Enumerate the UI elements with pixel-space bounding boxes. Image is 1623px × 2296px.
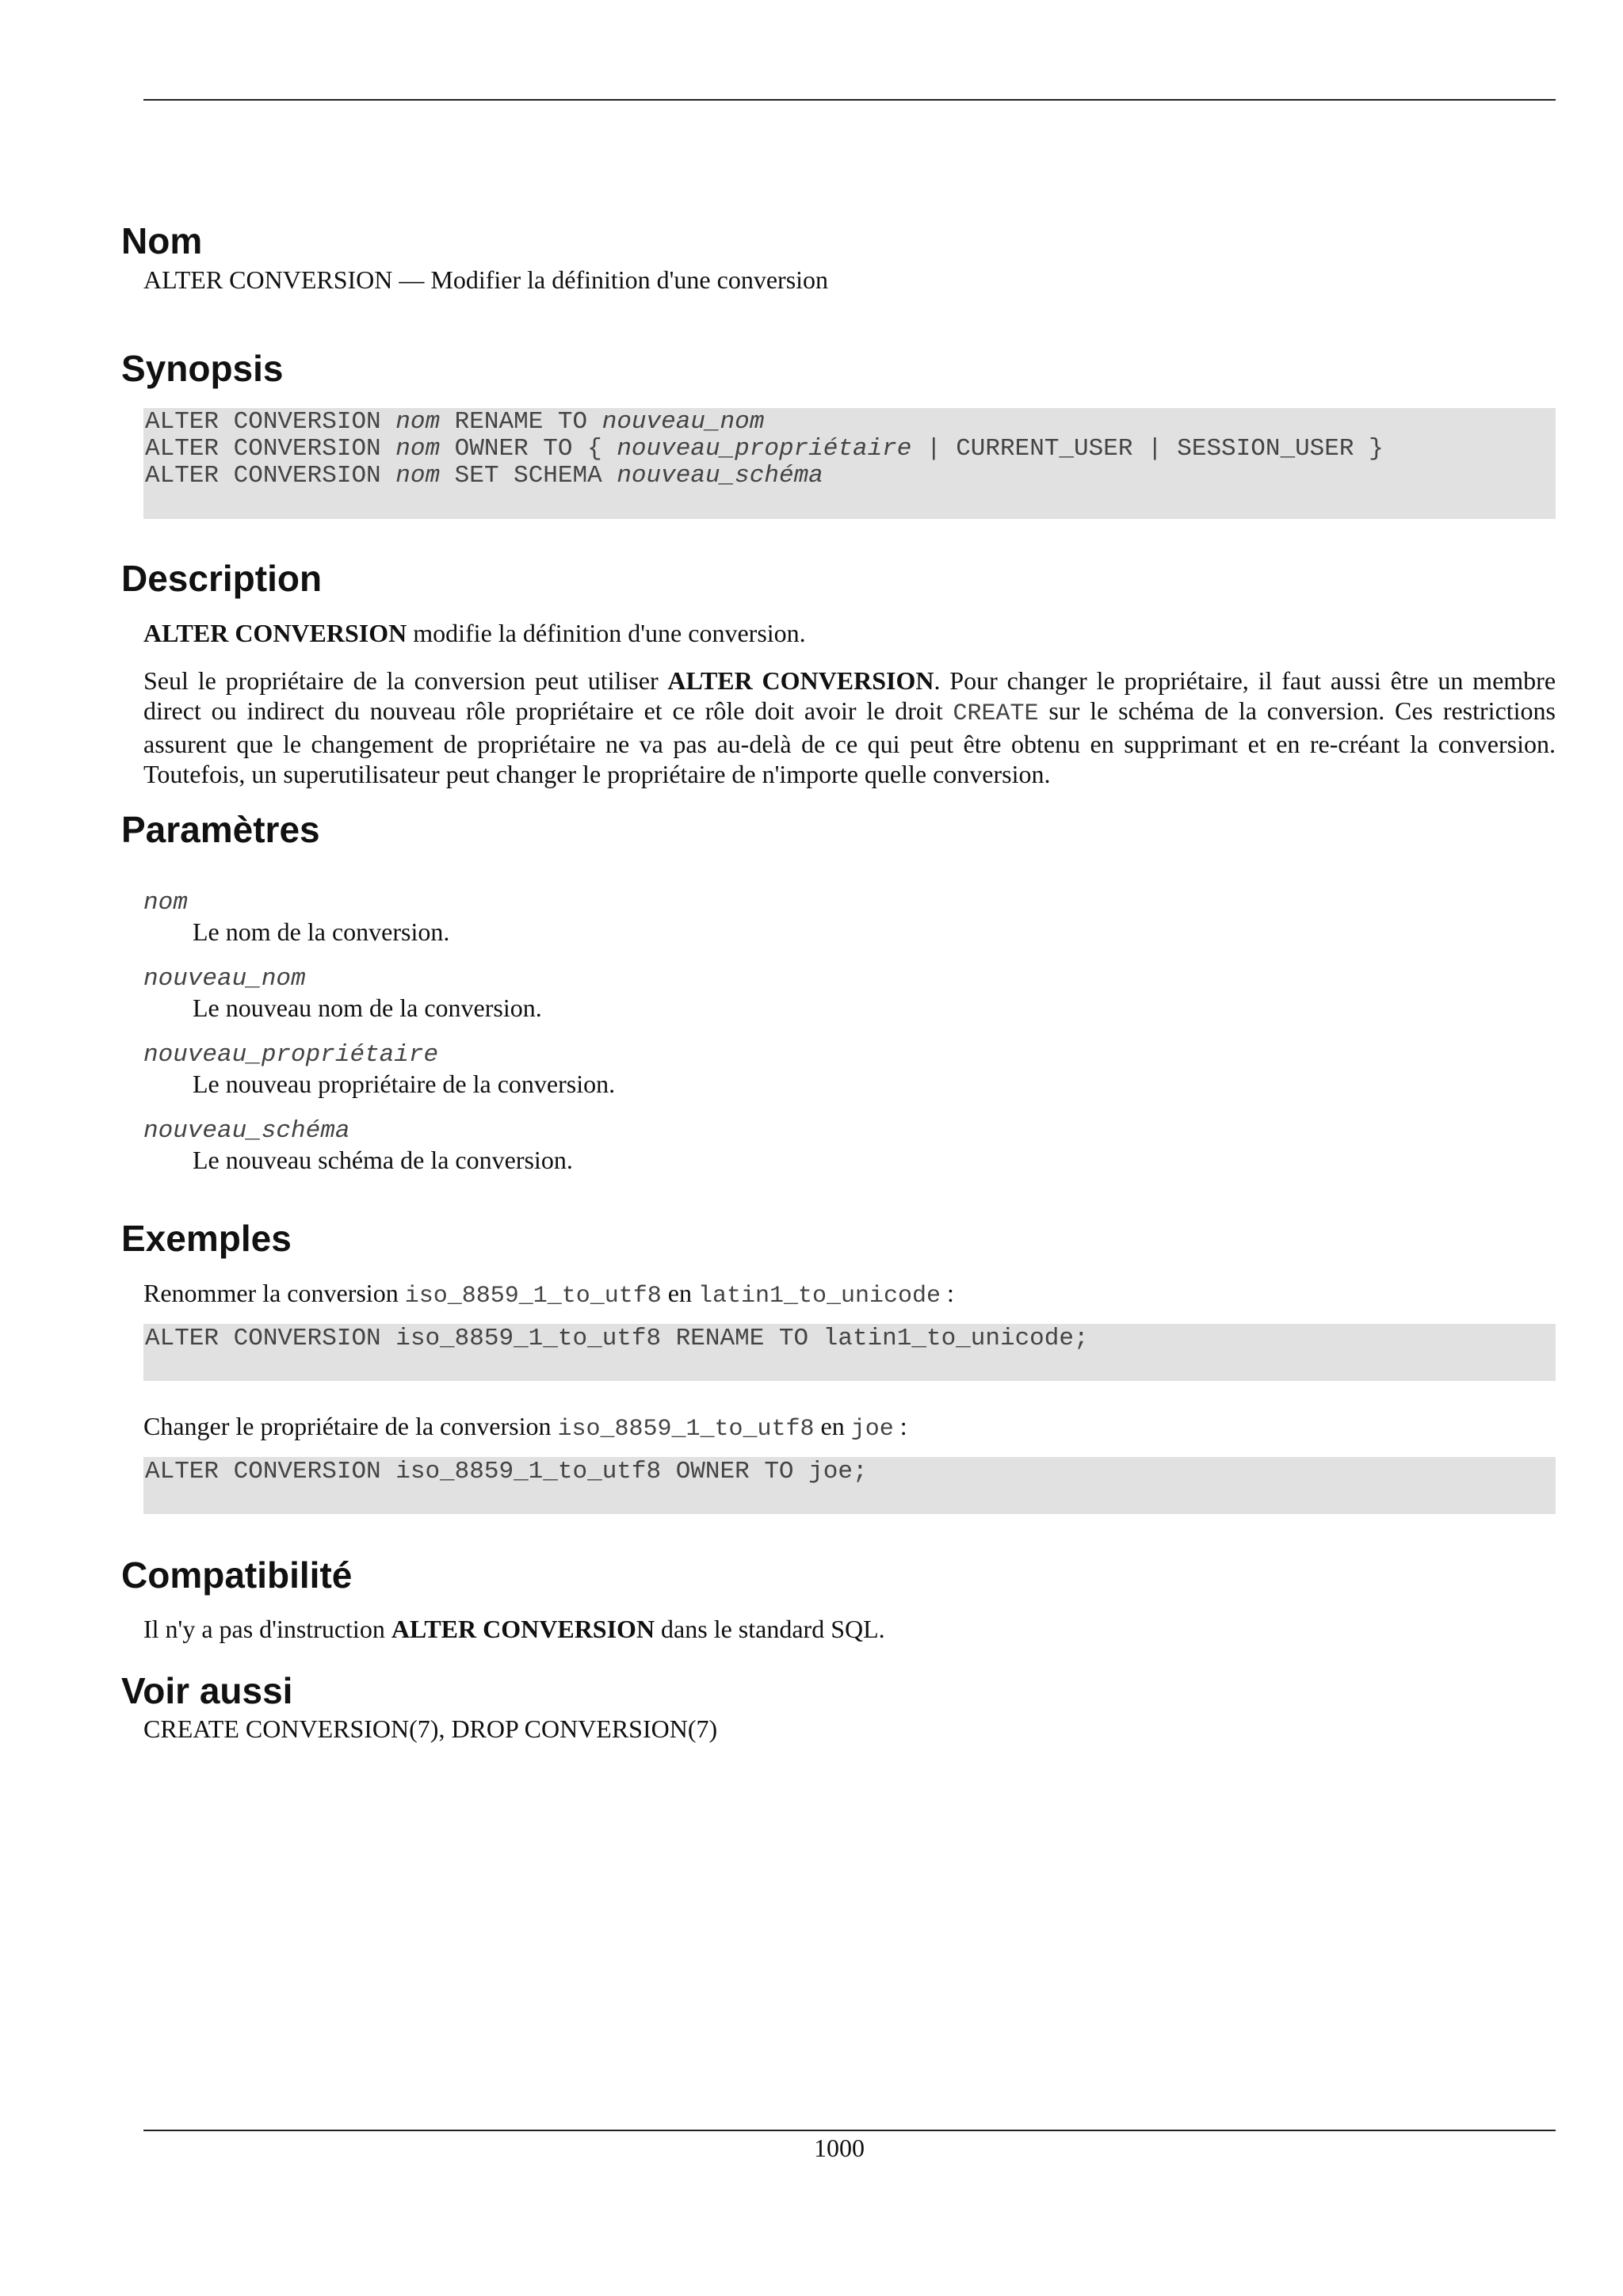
section-heading-exemples: Exemples [121,1218,292,1259]
description-p1-text: modifie la définition d'une conversion. [407,619,806,647]
example-1-text-a: Renommer la conversion [143,1279,405,1307]
synopsis-keyword-text: RENAME TO [440,408,602,436]
synopsis-placeholder: nom [395,435,441,463]
example-1-text-b: en [661,1279,698,1307]
section-heading-compatibilite: Compatibilité [121,1554,353,1596]
compatibilite-text [143,1614,885,1644]
param-definition: Le nouveau nom de la conversion. [193,994,542,1022]
bottom-rule [143,2130,1556,2131]
voir-aussi-links[interactable]: CREATE CONVERSION(7), DROP CONVERSION(7) [143,1714,718,1743]
example-1-text-c: : [941,1279,954,1307]
param-definition: Le nouveau propriétaire de la conversion. [193,1070,616,1098]
example-2-code-block [143,1457,1556,1514]
section-heading-parametres: Paramètres [121,809,320,850]
synopsis-code-block [143,408,1556,519]
example-2-code-from: iso_8859_1_to_utf8 [557,1416,815,1443]
example-2-text-c: : [893,1412,907,1440]
example-2-text-a: Changer le propriétaire de la conversion [143,1412,558,1440]
synopsis-keyword-text: SET SCHEMA [440,462,617,490]
example-1-code: ALTER CONVERSION iso_8859_1_to_utf8 RENAME TO latin1_to_unicode; [145,1325,1089,1352]
page-number: 1000 [814,2134,865,2162]
synopsis-keyword-text: ALTER CONVERSION [145,435,396,463]
example-2-text-b: en [814,1412,851,1440]
compatibilite-text-a: Il n'y a pas d'instruction [143,1615,391,1643]
compatibilite-command: ALTER CONVERSION [391,1615,655,1643]
synopsis-keyword-text: ALTER CONVERSION [145,462,396,490]
description-p2-text-a: Seul le propriétaire de la conversion peut utiliser [143,666,668,695]
example-2-code-to: joe [850,1416,894,1443]
synopsis-placeholder: nom [395,462,441,490]
synopsis-line [143,463,1556,490]
description-p2-text-c: . Pour changer le propriétaire, il faut aussi être un membre direct ou indirect du nouveau rôle propriétaire et ce rôle doit avoir le droit [143,666,1556,725]
example-2-code: ALTER CONVERSION iso_8859_1_to_utf8 OWNER TO joe; [145,1458,868,1486]
synopsis-keyword-text: ALTER CONVERSION [145,408,396,436]
param-definition: Le nouveau schéma de la conversion. [193,1146,573,1174]
synopsis-line [143,436,1556,463]
param-term: nom [143,889,188,917]
synopsis-placeholder: nom [395,408,441,436]
synopsis-placeholder: nouveau_propriétaire [617,435,912,463]
description-paragraph-2 [143,666,1556,789]
section-heading-synopsis: Synopsis [121,348,284,389]
example-1-code-to: latin1_to_unicode [697,1283,941,1310]
example-1-intro [143,1278,954,1311]
description-paragraph-1 [143,618,806,648]
synopsis-line [143,409,1556,436]
synopsis-placeholder: nouveau_nom [601,408,765,436]
description-p2-text-d: sur le schéma de la conversion. Ces restrictions assurent que le changement de propriétaire ne va pas au-delà de ce qui peut être obtenu en supprimant et en re-créant la conversion. Toutefois, un superutilisateur peut changer le propriétaire de n'importe quelle conversion. [143,696,1556,788]
example-2-intro [143,1411,907,1444]
description-p2-command: ALTER CONVERSION [667,666,934,695]
top-rule [143,99,1556,101]
param-term: nouveau_propriétaire [143,1041,439,1069]
section-heading-voir-aussi: Voir aussi [121,1670,293,1711]
param-term: nouveau_nom [143,965,306,993]
synopsis-keyword-text: OWNER TO { [440,435,617,463]
section-heading-nom: Nom [121,220,203,261]
synopsis-placeholder: nouveau_schéma [617,462,823,490]
example-1-code-block [143,1324,1556,1381]
description-p2-code: CREATE [953,700,1039,727]
nom-text: ALTER CONVERSION — Modifier la définition d'une conversion [143,265,829,294]
param-term: nouveau_schéma [143,1117,350,1145]
compatibilite-text-c: dans le standard SQL. [655,1615,885,1643]
example-1-code-from: iso_8859_1_to_utf8 [404,1283,662,1310]
description-p1-command: ALTER CONVERSION [143,619,407,647]
param-definition: Le nom de la conversion. [193,917,450,946]
synopsis-keyword-text: | CURRENT_USER | SESSION_USER } [911,435,1384,463]
section-heading-description: Description [121,558,323,599]
